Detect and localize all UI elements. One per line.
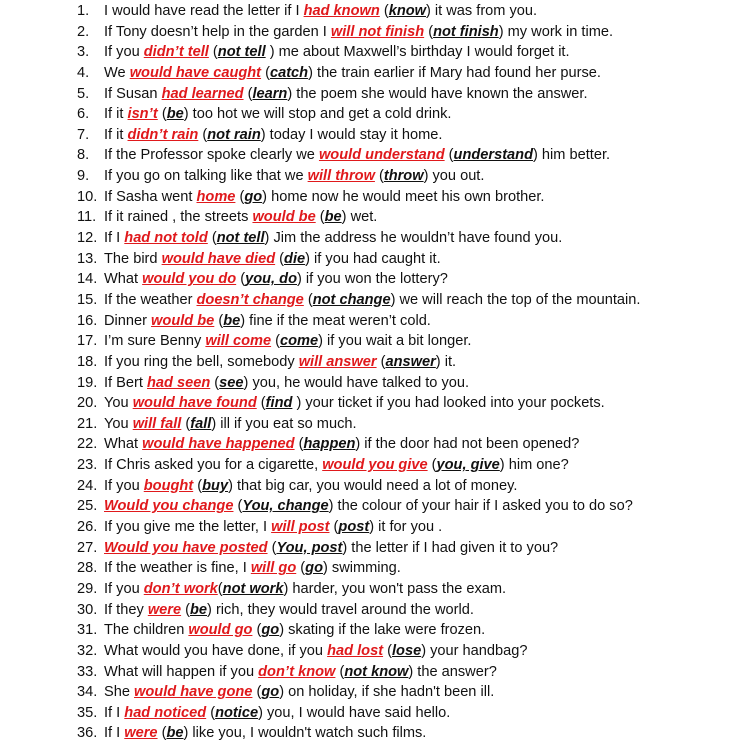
exercise-item <box>0 22 742 43</box>
answer-text: bought <box>143 477 194 494</box>
answer-text: would you do <box>142 271 237 288</box>
sentence-text: She <box>104 684 135 701</box>
item-number: 6. <box>77 106 90 123</box>
answer-text: don’t work <box>143 580 218 597</box>
item-number: 28. <box>77 560 98 577</box>
sentence-text: ( <box>294 436 304 453</box>
sentence-text: ( <box>315 209 325 226</box>
sentence-text: ( <box>198 126 208 143</box>
verb-hint: not rain <box>207 126 261 143</box>
item-number: 17. <box>77 333 98 350</box>
verb-hint: go <box>305 560 323 577</box>
answer-text: had seen <box>146 374 211 391</box>
sentence-text: If Susan <box>104 85 162 102</box>
item-number: 3. <box>77 44 90 61</box>
exercise-item <box>0 104 742 125</box>
sentence-text: I’m sure Benny <box>104 333 206 350</box>
sentence-text: We <box>104 64 130 81</box>
sentence-text: ) me about Maxwell’s birthday I would forget it. <box>265 44 570 61</box>
item-number: 2. <box>77 23 90 40</box>
sentence-text: If I <box>104 725 125 742</box>
exercise-item <box>0 42 742 63</box>
sentence-text: ) wet. <box>341 209 378 226</box>
verb-hint: find <box>265 395 293 412</box>
answer-text: would you give <box>322 457 428 474</box>
exercise-item <box>0 166 742 187</box>
sentence-text: ) that big car, you would need a lot of money. <box>228 477 518 494</box>
answer-text: don’t know <box>258 663 336 680</box>
exercise-item <box>0 331 742 352</box>
sentence-text: ( <box>214 312 224 329</box>
exercise-item <box>0 662 742 683</box>
answer-text: had noticed <box>124 704 207 721</box>
sentence-text: ) your handbag? <box>421 642 528 659</box>
verb-hint: You, change <box>242 498 329 515</box>
sentence-text: ) the letter if I had given it to you? <box>342 539 559 556</box>
verb-hint: go <box>244 188 263 205</box>
sentence-text: ) the colour of your hair if I asked you to do so? <box>328 498 633 515</box>
answer-text: would have gone <box>134 684 253 701</box>
verb-hint: be <box>166 725 184 742</box>
sentence-text: ) it for you . <box>369 519 443 536</box>
sentence-text: ) your ticket if you had looked into your pockets. <box>292 395 605 412</box>
sentence-text: ( <box>256 395 266 412</box>
verb-hint: buy <box>202 477 229 494</box>
sentence-text: ) skating if the lake were frozen. <box>279 622 486 639</box>
exercise-item <box>0 600 742 621</box>
item-number: 10. <box>77 188 98 205</box>
sentence-text: ( <box>303 291 313 308</box>
sentence-text: ( <box>181 415 191 432</box>
verb-hint: you, do <box>245 271 297 288</box>
sentence-text: What <box>104 271 143 288</box>
sentence-text: ( <box>236 271 246 288</box>
sentence-text: ( <box>206 704 216 721</box>
exercise-item <box>0 476 742 497</box>
item-number: 11. <box>77 209 97 226</box>
verb-hint: happen <box>303 436 356 453</box>
sentence-text: ( <box>193 477 203 494</box>
answer-text: would have caught <box>129 64 262 81</box>
item-number: 7. <box>77 126 90 143</box>
answer-text: will come <box>205 333 272 350</box>
verb-hint: learn <box>252 85 288 102</box>
answer-text: had learned <box>161 85 244 102</box>
sentence-text: What will happen if you <box>104 663 259 680</box>
sentence-text: ( <box>157 106 167 123</box>
item-number: 21. <box>77 415 98 432</box>
sentence-text: ( <box>208 44 218 61</box>
item-number: 18. <box>77 353 98 370</box>
answer-text: will throw <box>307 168 375 185</box>
sentence-text: ( <box>335 663 345 680</box>
verb-hint: you, give <box>436 457 500 474</box>
item-number: 23. <box>77 457 98 474</box>
item-number: 5. <box>77 85 90 102</box>
item-number: 12. <box>77 230 98 247</box>
exercise-item <box>0 455 742 476</box>
exercise-item <box>0 538 742 559</box>
sentence-text: ( <box>427 457 437 474</box>
answer-text: didn’t rain <box>127 126 199 143</box>
item-number: 16. <box>77 312 98 329</box>
item-number: 31. <box>77 622 98 639</box>
sentence-text: ) if you had caught it. <box>305 250 441 267</box>
item-number: 27. <box>77 539 98 556</box>
exercise-item <box>0 352 742 373</box>
verb-hint: not finish <box>433 23 499 40</box>
sentence-text: If you <box>104 580 144 597</box>
sentence-text: If the Professor spoke clearly we <box>104 147 319 164</box>
sentence-text: The bird <box>104 250 162 267</box>
sentence-text: ) you, I would have said hello. <box>258 704 451 721</box>
sentence-text: ) my work in time. <box>498 23 614 40</box>
sentence-text: I would have read the letter if I <box>104 3 304 19</box>
item-number: 15. <box>77 291 98 308</box>
item-number: 26. <box>77 519 98 536</box>
sentence-text: ) if you wait a bit longer. <box>318 333 472 350</box>
sentence-text: If you ring the bell, somebody <box>104 353 299 370</box>
sentence-text: ( <box>217 580 223 597</box>
answer-text: will answer <box>298 353 377 370</box>
sentence-text: ) if you won the lottery? <box>296 271 448 288</box>
sentence-text: ( <box>424 23 434 40</box>
exercise-item <box>0 579 742 600</box>
sentence-text: ( <box>374 168 384 185</box>
sentence-text: ) harder, you won't pass the exam. <box>283 580 507 597</box>
answer-text: Would you change <box>104 498 234 515</box>
sentence-text: If Chris asked you for a cigarette, <box>104 457 323 474</box>
sentence-text: If you <box>104 477 144 494</box>
verb-hint: come <box>280 333 319 350</box>
sentence-text: ) on holiday, if she hadn't been ill. <box>279 684 495 701</box>
sentence-text: ( <box>379 3 389 19</box>
sentence-text: If you give me the letter, I <box>104 519 272 536</box>
answer-text: will fall <box>132 415 182 432</box>
verb-hint: die <box>284 250 306 267</box>
sentence-text: ( <box>181 601 190 618</box>
sentence-text: ) like you, I wouldn't watch such films. <box>183 725 427 742</box>
sentence-text: ( <box>207 230 217 247</box>
exercise-item <box>0 145 742 166</box>
sentence-text: ) him one? <box>499 457 569 474</box>
exercise-item <box>0 558 742 579</box>
item-number: 4. <box>77 64 90 81</box>
verb-hint: know <box>388 3 426 19</box>
sentence-text: ) it was from you. <box>426 3 538 19</box>
item-number: 34. <box>77 684 98 701</box>
answer-text: would have happened <box>142 436 295 453</box>
exercise-item <box>0 269 742 290</box>
verb-hint: throw <box>383 168 424 185</box>
exercise-item <box>0 641 742 662</box>
answer-text: would understand <box>318 147 445 164</box>
sentence-text: ( <box>383 642 392 659</box>
sentence-text: If it <box>104 126 128 143</box>
sentence-text: ( <box>252 622 262 639</box>
item-number: 30. <box>77 601 98 618</box>
sentence-text: ( <box>157 725 167 742</box>
exercise-item <box>0 207 742 228</box>
sentence-text: ) the answer? <box>408 663 497 680</box>
verb-hint: be <box>166 106 184 123</box>
exercise-item <box>0 414 742 435</box>
verb-hint: lose <box>391 642 422 659</box>
verb-hint: see <box>219 374 244 391</box>
answer-text: would have found <box>132 395 257 412</box>
exercise-item <box>0 84 742 105</box>
exercise-list <box>0 1 742 744</box>
item-number: 13. <box>77 250 98 267</box>
item-number: 9. <box>77 168 90 185</box>
sentence-text: If they <box>104 601 148 618</box>
sentence-text: If Sasha went <box>104 188 197 205</box>
sentence-text: ( <box>444 147 454 164</box>
sentence-text: ( <box>267 539 277 556</box>
verb-hint: fall <box>190 415 212 432</box>
verb-hint: be <box>223 312 241 329</box>
sentence-text: ) rich, they would travel around the world. <box>207 601 474 618</box>
answer-text: doesn’t change <box>196 291 304 308</box>
exercise-item <box>0 517 742 538</box>
sentence-text: ( <box>210 374 220 391</box>
item-number: 33. <box>77 663 98 680</box>
answer-text: were <box>124 725 158 742</box>
verb-hint: understand <box>453 147 534 164</box>
sentence-text: What <box>104 436 143 453</box>
verb-hint: be <box>190 601 208 618</box>
sentence-text: What would you have done, if you <box>104 642 328 659</box>
sentence-text: If the weather <box>104 291 197 308</box>
verb-hint: not change <box>312 291 391 308</box>
sentence-text: ) today I would stay it home. <box>260 126 443 143</box>
sentence-text: ) him better. <box>533 147 611 164</box>
sentence-text: ) fine if the meat weren’t cold. <box>240 312 431 329</box>
sentence-text: ( <box>243 85 253 102</box>
verb-hint: post <box>338 519 370 536</box>
exercise-item <box>0 682 742 703</box>
item-number: 35. <box>77 704 98 721</box>
exercise-item <box>0 620 742 641</box>
sentence-text: The children <box>104 622 189 639</box>
exercise-item <box>0 311 742 332</box>
verb-hint: not know <box>344 663 409 680</box>
sentence-text: ( <box>271 333 281 350</box>
sentence-text: ( <box>296 560 306 577</box>
answer-text: would have died <box>161 250 276 267</box>
answer-text: had known <box>303 3 380 19</box>
answer-text: were <box>147 601 182 618</box>
sentence-text: If the weather is fine, I <box>104 560 251 577</box>
answer-text: would go <box>188 622 253 639</box>
verb-hint: catch <box>269 64 309 81</box>
sentence-text: If you go on talking like that we <box>104 168 308 185</box>
sentence-text: ) if the door had not been opened? <box>355 436 580 453</box>
answer-text: home <box>196 188 236 205</box>
exercise-item <box>0 228 742 249</box>
answer-text: had not told <box>124 230 208 247</box>
sentence-text: Dinner <box>104 312 152 329</box>
sentence-text: If it rained , the streets <box>104 209 253 226</box>
exercise-item <box>0 290 742 311</box>
item-number: 22. <box>77 436 98 453</box>
exercise-item <box>0 373 742 394</box>
verb-hint: be <box>324 209 342 226</box>
item-number: 29. <box>77 580 98 597</box>
exercise-item <box>0 393 742 414</box>
sentence-text: ( <box>235 188 245 205</box>
answer-text: would be <box>151 312 215 329</box>
item-number: 20. <box>77 395 98 412</box>
answer-text: will go <box>250 560 297 577</box>
item-number: 8. <box>77 147 90 164</box>
sentence-text: ) you out. <box>423 168 485 185</box>
sentence-text: ) Jim the address he wouldn’t have found you. <box>264 230 563 247</box>
answer-text: had lost <box>327 642 384 659</box>
sentence-text: ) ill if you eat so much. <box>211 415 357 432</box>
sentence-text: If I <box>104 704 125 721</box>
verb-hint: You, post <box>276 539 343 556</box>
item-number: 36. <box>77 725 98 742</box>
sentence-text: ) it. <box>435 353 457 370</box>
verb-hint: answer <box>385 353 436 370</box>
item-number: 14. <box>77 271 98 288</box>
verb-hint: not work <box>222 580 284 597</box>
sentence-text: ) too hot we will stop and get a cold drink. <box>183 106 452 123</box>
exercise-item <box>0 63 742 84</box>
sentence-text: You <box>104 395 133 412</box>
sentence-text: ( <box>329 519 339 536</box>
sentence-text: ( <box>261 64 270 81</box>
item-number: 19. <box>77 374 98 391</box>
exercise-item <box>0 249 742 270</box>
item-number: 25. <box>77 498 98 515</box>
sentence-text: You <box>104 415 133 432</box>
exercise-item <box>0 434 742 455</box>
sentence-text: If it <box>104 106 128 123</box>
exercise-item <box>0 125 742 146</box>
sentence-text: ) home now he would meet his own brother. <box>262 188 545 205</box>
sentence-text: ( <box>233 498 243 515</box>
verb-hint: not tell <box>216 230 265 247</box>
item-number: 1. <box>77 3 90 19</box>
sentence-text: ) the train earlier if Mary had found her purse. <box>308 64 601 81</box>
sentence-text: ( <box>252 684 262 701</box>
sentence-text: ( <box>376 353 386 370</box>
sentence-text: If I <box>104 230 125 247</box>
exercise-item <box>0 723 742 744</box>
sentence-text: If Bert <box>104 374 147 391</box>
sentence-text: ) the poem she would have known the answer. <box>287 85 588 102</box>
verb-hint: notice <box>215 704 259 721</box>
answer-text: Would you have posted <box>104 539 268 556</box>
exercise-item <box>0 187 742 208</box>
exercise-item <box>0 496 742 517</box>
answer-text: would be <box>252 209 316 226</box>
verb-hint: not tell <box>217 44 266 61</box>
item-number: 24. <box>77 477 98 494</box>
answer-text: isn’t <box>127 106 158 123</box>
answer-text: will not finish <box>330 23 425 40</box>
exercise-item <box>0 703 742 724</box>
answer-text: didn’t tell <box>143 44 209 61</box>
verb-hint: go <box>261 684 280 701</box>
answer-text: will post <box>271 519 330 536</box>
sentence-text: ( <box>275 250 285 267</box>
sentence-text: If you <box>104 44 144 61</box>
exercise-item <box>0 1 742 22</box>
verb-hint: go <box>261 622 280 639</box>
sentence-text: ) we will reach the top of the mountain. <box>390 291 641 308</box>
item-number: 32. <box>77 642 98 659</box>
sentence-text: ) swimming. <box>323 560 401 577</box>
sentence-text: ) you, he would have talked to you. <box>243 374 470 391</box>
sentence-text: If Tony doesn’t help in the garden I <box>104 23 331 40</box>
